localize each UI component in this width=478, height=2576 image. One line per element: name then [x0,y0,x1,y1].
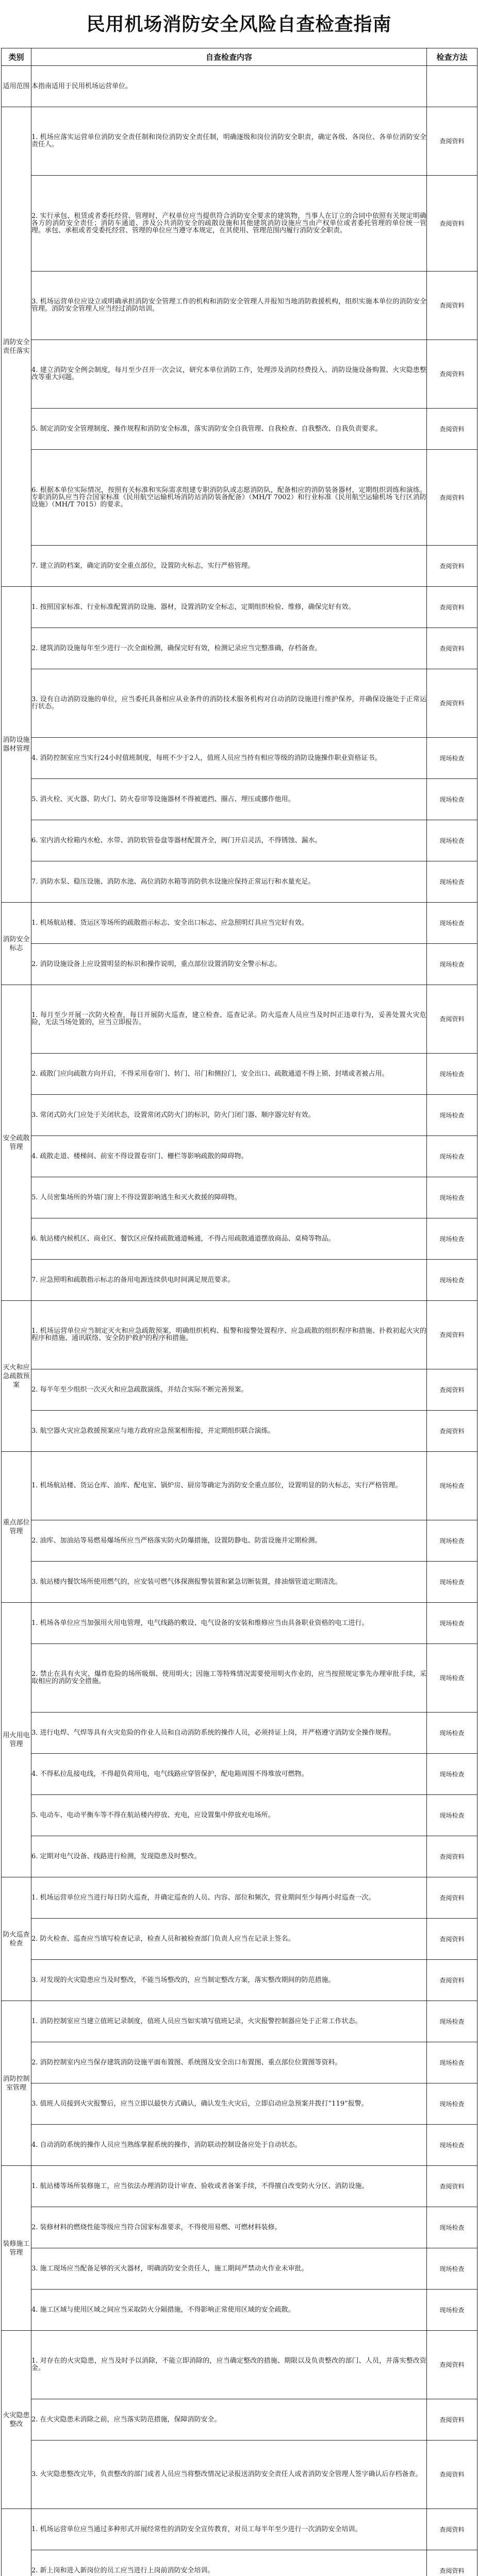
check-item-content: 1. 每月至少开展一次防火检查，每日开展防火巡查，建立检查、巡查记录。防火巡查人员应当及时纠正违章行为，妥善处置火灾危险，无法当场处置的，应当立即报告。 [31,985,427,1054]
header-category: 类别 [2,48,31,66]
check-item-content: 1. 机场各单位应当加强用火用电管理，电气线路的敷设、电气设备的安装和维修应当由具备职业资格的电工进行。 [31,1603,427,1644]
check-method: 查阅资料 [427,107,477,176]
table-row [2,2331,477,2399]
check-item-content: 6. 室内消火栓箱内水枪、水带、消防软管卷盘等器材配置齐全，阀门开启灵活，不得锈蚀、漏水。 [31,820,427,861]
table-row [2,409,477,450]
check-item-content: 4. 消防控制室应当实行24小时值班制度，每班不少于2人，值班人员应当持有相应等级的消防设施操作职业资格证书。 [31,738,427,779]
table-row [2,1177,477,1218]
check-item-content: 1. 机场航站楼、货运仓库、油库、配电室、锅炉房、厨房等确定为消防安全重点部位，设置明显的防火标志，实行严格管理。 [31,1452,427,1520]
check-item-content: 1. 机场运营单位应当通过多种形式开展经常性的消防安全宣传教育，对员工每半年至少进行一次消防安全培训。 [31,2509,427,2550]
check-item-content: 本指南适用于民用机场运营单位。 [31,66,427,107]
section-category: 安全疏散管理 [2,985,31,1301]
table-row [2,2550,477,2576]
check-method: 现场检查 [427,1520,477,1562]
check-item-content: 3. 航站楼内餐饮场所使用燃气的，应安装可燃气体探测报警装置和紧急切断装置，排油烟管道定期清洗。 [31,1562,427,1603]
table-row [2,1603,477,1644]
check-item-content: 3. 对发现的火灾隐患应当及时整改，不能当场整改的，应当制定整改方案，落实整改期间的防范措施。 [31,1960,427,2001]
check-item-content: 5. 人员密集场所的外墙门窗上不得设置影响逃生和灭火救援的障碍物。 [31,1177,427,1218]
check-method: 现场检查 [427,1603,477,1644]
table-row [2,1644,477,1713]
check-item-content: 4. 建立消防安全例会制度，每月至少召开一次会议，研究本单位消防工作，处理涉及消防经费投入、消防设施设备购置、火灾隐患整改等重大问题。 [31,340,427,409]
check-method: 查阅资料 [427,340,477,409]
check-method: 查阅资料 [427,1919,477,1960]
check-item-content: 6. 定期对电气设备、线路进行检测，发现隐患及时整改。 [31,1836,427,1877]
section-category: 灭火和应急疏散预案 [2,1301,31,1452]
check-item-content: 1. 消防控制室应当建立值班记录制度，值班人员应当如实填写值班记录，火灾报警控制器应处于正常工作状态。 [31,2001,427,2042]
check-method: 查阅资料 [427,409,477,450]
check-item-content: 3. 设有自动消防设施的单位，应当委托具备相应从业条件的消防技术服务机构对自动消防设施进行维护保养，并确保设施处于正常运行状态。 [31,669,427,738]
table-row [2,450,477,546]
check-method: 查阅资料 [427,1301,477,1369]
table-row [2,2509,477,2550]
check-method: 查阅资料 [427,1369,477,1411]
check-method: 查阅资料 [427,628,477,669]
header-content: 自查检查内容 [31,48,427,66]
table-row [2,1301,477,1369]
check-item-content: 2. 禁止在具有火灾、爆炸危险的场所吸烟、使用明火；因施工等特殊情况需要使用明火作业的，应当按照规定事先办理审批手续，采取相应的消防安全措施。 [31,1644,427,1713]
table-row [2,2042,477,2083]
table-row [2,1836,477,1877]
table-row [2,107,477,176]
check-method: 现场检查 [427,1136,477,1177]
check-method: 查阅资料 [427,1836,477,1877]
table-row [2,2001,477,2042]
check-item-content: 4. 自动消防系统的操作人员应当熟练掌握系统的操作，消防联动控制设备应处于自动状态。 [31,2125,427,2166]
check-method: 现场检查 [427,1754,477,1795]
check-method: 现场检查 [427,903,477,944]
table-row [2,2083,477,2125]
check-method: 现场检查 [427,1452,477,1520]
check-item-content: 7. 应急照明和疏散指示标志的备用电源连续供电时间满足规范要求。 [31,1260,427,1301]
header-method: 检查方法 [427,48,477,66]
table-row [2,2125,477,2166]
check-item-content: 5. 制定消防安全管理制度、操作规程和消防安全标准，落实消防安全自我管理、自我检查、自我整改、自我负责要求。 [31,409,427,450]
table-row [2,2166,477,2207]
table-row [2,1795,477,1836]
check-item-content: 1. 机场运营单位应当进行每日防火巡查，并确定巡查的人员、内容、部位和频次，营业期间至少每两小时巡查一次。 [31,1877,427,1919]
table-row [2,861,477,903]
check-method: 查阅资料 [427,985,477,1054]
section-category: 消防控制室管理 [2,2001,31,2166]
check-item-content: 2. 装修材料的燃烧性能等级应当符合国家标准要求，不得使用易燃、可燃材料装修。 [31,2207,427,2248]
table-row [2,1562,477,1603]
check-item-content: 3. 进行电焊、气焊等具有火灾危险的作业人员和自动消防系统的操作人员，必须持证上岗，并严格遵守消防安全操作规程。 [31,1713,427,1754]
check-method [427,66,477,107]
table-row [2,944,477,985]
check-item-content: 1. 对存在的火灾隐患，应当及时予以消除，不能立即消除的，应当确定整改的措施、期限以及负责整改的部门、人员，并落实整改资金。 [31,2331,427,2399]
table-row [2,1960,477,2001]
check-item-content: 6. 根据本单位实际情况，按照有关标准和实际需求组建专职消防队或志愿消防队，配备相应的消防装备器材，定期组织训练和演练。专职消防队应当符合国家标准《民用航空运输机场消防站消防装备配备》（MH/T 7002）和行业标准《民用航空运输机场飞行区消防设施》（MH/T 7015）的要求。 [31,450,427,546]
check-item-content: 3. 值班人员接到火灾报警后，应当立即以最快方式确认，确认发生火灾后，立即启动应急预案并拨打“119”报警。 [31,2083,427,2125]
table-row [2,1452,477,1520]
table-row [2,2207,477,2248]
table-row [2,1713,477,1754]
check-item-content: 4. 疏散走道、楼梯间、前室不得设置卷帘门、栅栏等影响疏散的障碍物。 [31,1136,427,1177]
check-method: 现场检查 [427,2001,477,2042]
table-row [2,1520,477,1562]
check-item-content: 4. 施工区域与使用区域之间应当采取防火分隔措施，不得影响正常使用区域的安全疏散。 [31,2290,427,2331]
check-method: 现场检查 [427,1562,477,1603]
page-title: 民用机场消防安全风险自查检查指南 [86,13,392,35]
check-item-content: 2. 消防设施设备上应设置明显的标识和操作说明，重点部位设置消防安全警示标志。 [31,944,427,985]
check-item-content: 1. 机场运营单位应当制定灭火和应急疏散预案，明确组织机构、报警和接警处置程序、应急疏散的组织程序和措施、扑救初起火灾的程序和措施、通讯联络、安全防护救护的程序和措施。 [31,1301,427,1369]
check-method: 现场检查 [427,1260,477,1301]
check-item-content: 6. 航站楼内候机区、商业区、餐饮区应保持疏散通道畅通，不得占用疏散通道摆放商品、桌椅等物品。 [31,1218,427,1260]
check-item-content: 1. 机场应落实运营单位消防安全责任制和岗位消防安全责任制，明确逐级和岗位消防安全职责，确定各级、各岗位、各单位消防安全责任人。 [31,107,427,176]
section-category: 用火用电管理 [2,1603,31,1877]
check-item-content: 1. 按照国家标准、行业标准配置消防设施、器材，设置消防安全标志，定期组织检验、维修，确保完好有效。 [31,587,427,628]
check-method: 查阅资料 [427,2166,477,2207]
check-item-content: 3. 机场运营单位应设立或明确承担消防安全管理工作的机构和消防安全管理人并报知当地消防救援机构，组织实施本单位的消防安全管理。消防安全管理人应当经过消防培训。 [31,272,427,340]
table-row [2,1260,477,1301]
check-method: 现场检查 [427,2290,477,2331]
check-method: 查阅资料 [427,1960,477,2001]
check-method: 查阅资料 [427,546,477,587]
check-method: 现场检查 [427,779,477,820]
table-row [2,1411,477,1452]
check-item-content: 5. 电动车、电动平衡车等不得在航站楼内停放、充电，应设置集中停放充电场所。 [31,1795,427,1836]
table-row [2,1218,477,1260]
table-row [2,779,477,820]
table-row [2,628,477,669]
check-method: 查阅资料 [427,2331,477,2399]
check-method: 现场检查 [427,2125,477,2166]
table-row [2,985,477,1054]
check-item-content: 3. 火灾隐患整改完毕，负责整改的部门或者人员应当将整改情况记录报送消防安全责任人或者消防安全管理人签字确认后存档备查。 [31,2441,427,2509]
table-row [2,587,477,628]
check-method: 现场检查 [427,1713,477,1754]
section-category: 装修施工管理 [2,2166,31,2331]
check-method: 现场检查 [427,1218,477,1260]
check-method: 查阅资料 [427,2441,477,2509]
table-row [2,1919,477,1960]
check-method: 查阅资料 [427,2550,477,2576]
check-method: 查阅资料 [427,272,477,340]
table-row [2,1754,477,1795]
table-row [2,66,477,107]
checklist-table [1,48,477,2576]
section-category: 防火巡查检查 [2,1877,31,2001]
check-item-content: 1. 机场航站楼、货运区等场所的疏散指示标志、安全出口标志、应急照明灯具应当完好有效。 [31,903,427,944]
check-method: 现场检查 [427,1177,477,1218]
check-item-content: 3. 航空器火灾应急救援预案应与地方政府应急预案相衔接，并定期组织联合演练。 [31,1411,427,1452]
check-method: 查阅资料 [427,587,477,628]
check-method: 查阅资料 [427,450,477,546]
section-category: 适用范围 [2,66,31,107]
check-method: 现场检查 [427,1795,477,1836]
table-header-row [2,48,477,66]
check-method: 查阅资料 [427,1877,477,1919]
check-method: 现场检查 [427,1054,477,1095]
check-method: 现场检查 [427,2248,477,2290]
check-item-content: 1. 航站楼等场所装修施工，应当依法办理消防设计审查、验收或者备案手续，不得擅自改变防火分区、消防设施。 [31,2166,427,2207]
check-method: 查阅资料 [427,669,477,738]
check-method: 现场检查 [427,1095,477,1136]
check-item-content: 2. 实行承包、租赁或者委托经营、管理时，产权单位应当提供符合消防安全要求的建筑物，当事人在订立的合同中依照有关规定明确各方的消防安全责任；消防车通道、涉及公共消防安全的疏散设施和其他建筑消防设施应当由产权单位或者委托管理的单位统一管理。承包、承租或者受委托经营、管理的单位应当遵守本规定，在其使用、管理范围内履行消防安全职责。 [31,176,427,272]
section-category: 消防安全标志 [2,903,31,985]
table-row [2,820,477,861]
check-item-content: 7. 建立消防档案，确定消防安全重点部位，设置防火标志，实行严格管理。 [31,546,427,587]
check-item-content: 2. 新上岗和进入新岗位的员工应当进行上岗前消防安全培训。 [31,2550,427,2576]
check-method: 现场检查 [427,738,477,779]
check-method: 现场检查 [427,1644,477,1713]
table-row [2,1054,477,1095]
check-method: 现场检查 [427,944,477,985]
check-method: 现场检查 [427,2083,477,2125]
table-row [2,2399,477,2441]
table-row [2,1877,477,1919]
check-method: 查阅资料 [427,1411,477,1452]
check-method: 查阅资料 [427,2509,477,2550]
check-item-content: 7. 消防水泵、稳压设施、消防水池、高位消防水箱等消防供水设施应保持正常运行和水量充足。 [31,861,427,903]
check-item-content: 2. 疏散门应向疏散方向开启，不得采用卷帘门、转门、吊门和侧拉门，安全出口、疏散通道不得上锁、封堵或者被占用。 [31,1054,427,1095]
check-item-content: 5. 消火栓、灭火器、防火门、防火卷帘等设施器材不得被遮挡、圈占、埋压或挪作他用。 [31,779,427,820]
check-method: 现场检查 [427,2207,477,2248]
check-method: 查阅资料 [427,176,477,272]
table-row [2,176,477,272]
check-item-content: 3. 常闭式防火门应处于关闭状态，设置常闭式防火门的标识，防火门闭门器、顺序器完好有效。 [31,1095,427,1136]
check-item-content: 2. 消防控制室内应当保存建筑消防设施平面布置图、系统图及安全出口布置图、重点部位位置图等资料。 [31,2042,427,2083]
table-row [2,2441,477,2509]
check-item-content: 2. 防火检查、巡查应当填写检查记录，检查人员和被检查部门负责人应当在记录上签名。 [31,1919,427,1960]
table-row [2,2290,477,2331]
table-row [2,1369,477,1411]
check-method: 现场检查 [427,861,477,903]
check-item-content: 2. 油库、加油站等易燃易爆场所应当严格落实防火防爆措施，设置防静电、防雷设施并定期检测。 [31,1520,427,1562]
table-row [2,340,477,409]
check-item-content: 2. 每半年至少组织一次灭火和应急疏散演练，并结合实际不断完善预案。 [31,1369,427,1411]
check-method: 现场检查 [427,820,477,861]
table-row [2,2248,477,2290]
table-row [2,738,477,779]
check-item-content: 2. 建筑消防设施每年至少进行一次全面检测，确保完好有效，检测记录应当完整准确，存档备查。 [31,628,427,669]
check-item-content: 4. 不得私拉乱接电线，不得超负荷用电，电气线路应穿管保护，配电箱周围不得堆放可燃物。 [31,1754,427,1795]
section-category: 重点部位管理 [2,1452,31,1603]
table-row [2,903,477,944]
check-method: 查阅资料 [427,2399,477,2441]
table-row [2,546,477,587]
table-row [2,669,477,738]
section-category: 火灾隐患整改 [2,2331,31,2509]
table-row [2,272,477,340]
check-item-content: 2. 在火灾隐患未消除之前，应当落实防范措施，保障消防安全。 [31,2399,427,2441]
table-row [2,1136,477,1177]
check-method: 现场检查 [427,2042,477,2083]
table-body [2,66,477,2576]
section-category [2,2509,31,2576]
section-category: 消防设施器材管理 [2,587,31,903]
check-item-content: 3. 施工现场应当配备足够的灭火器材，明确消防安全责任人，施工期间严禁动火作业未审批。 [31,2248,427,2290]
section-category: 消防安全责任落实 [2,107,31,587]
table-row [2,1095,477,1136]
